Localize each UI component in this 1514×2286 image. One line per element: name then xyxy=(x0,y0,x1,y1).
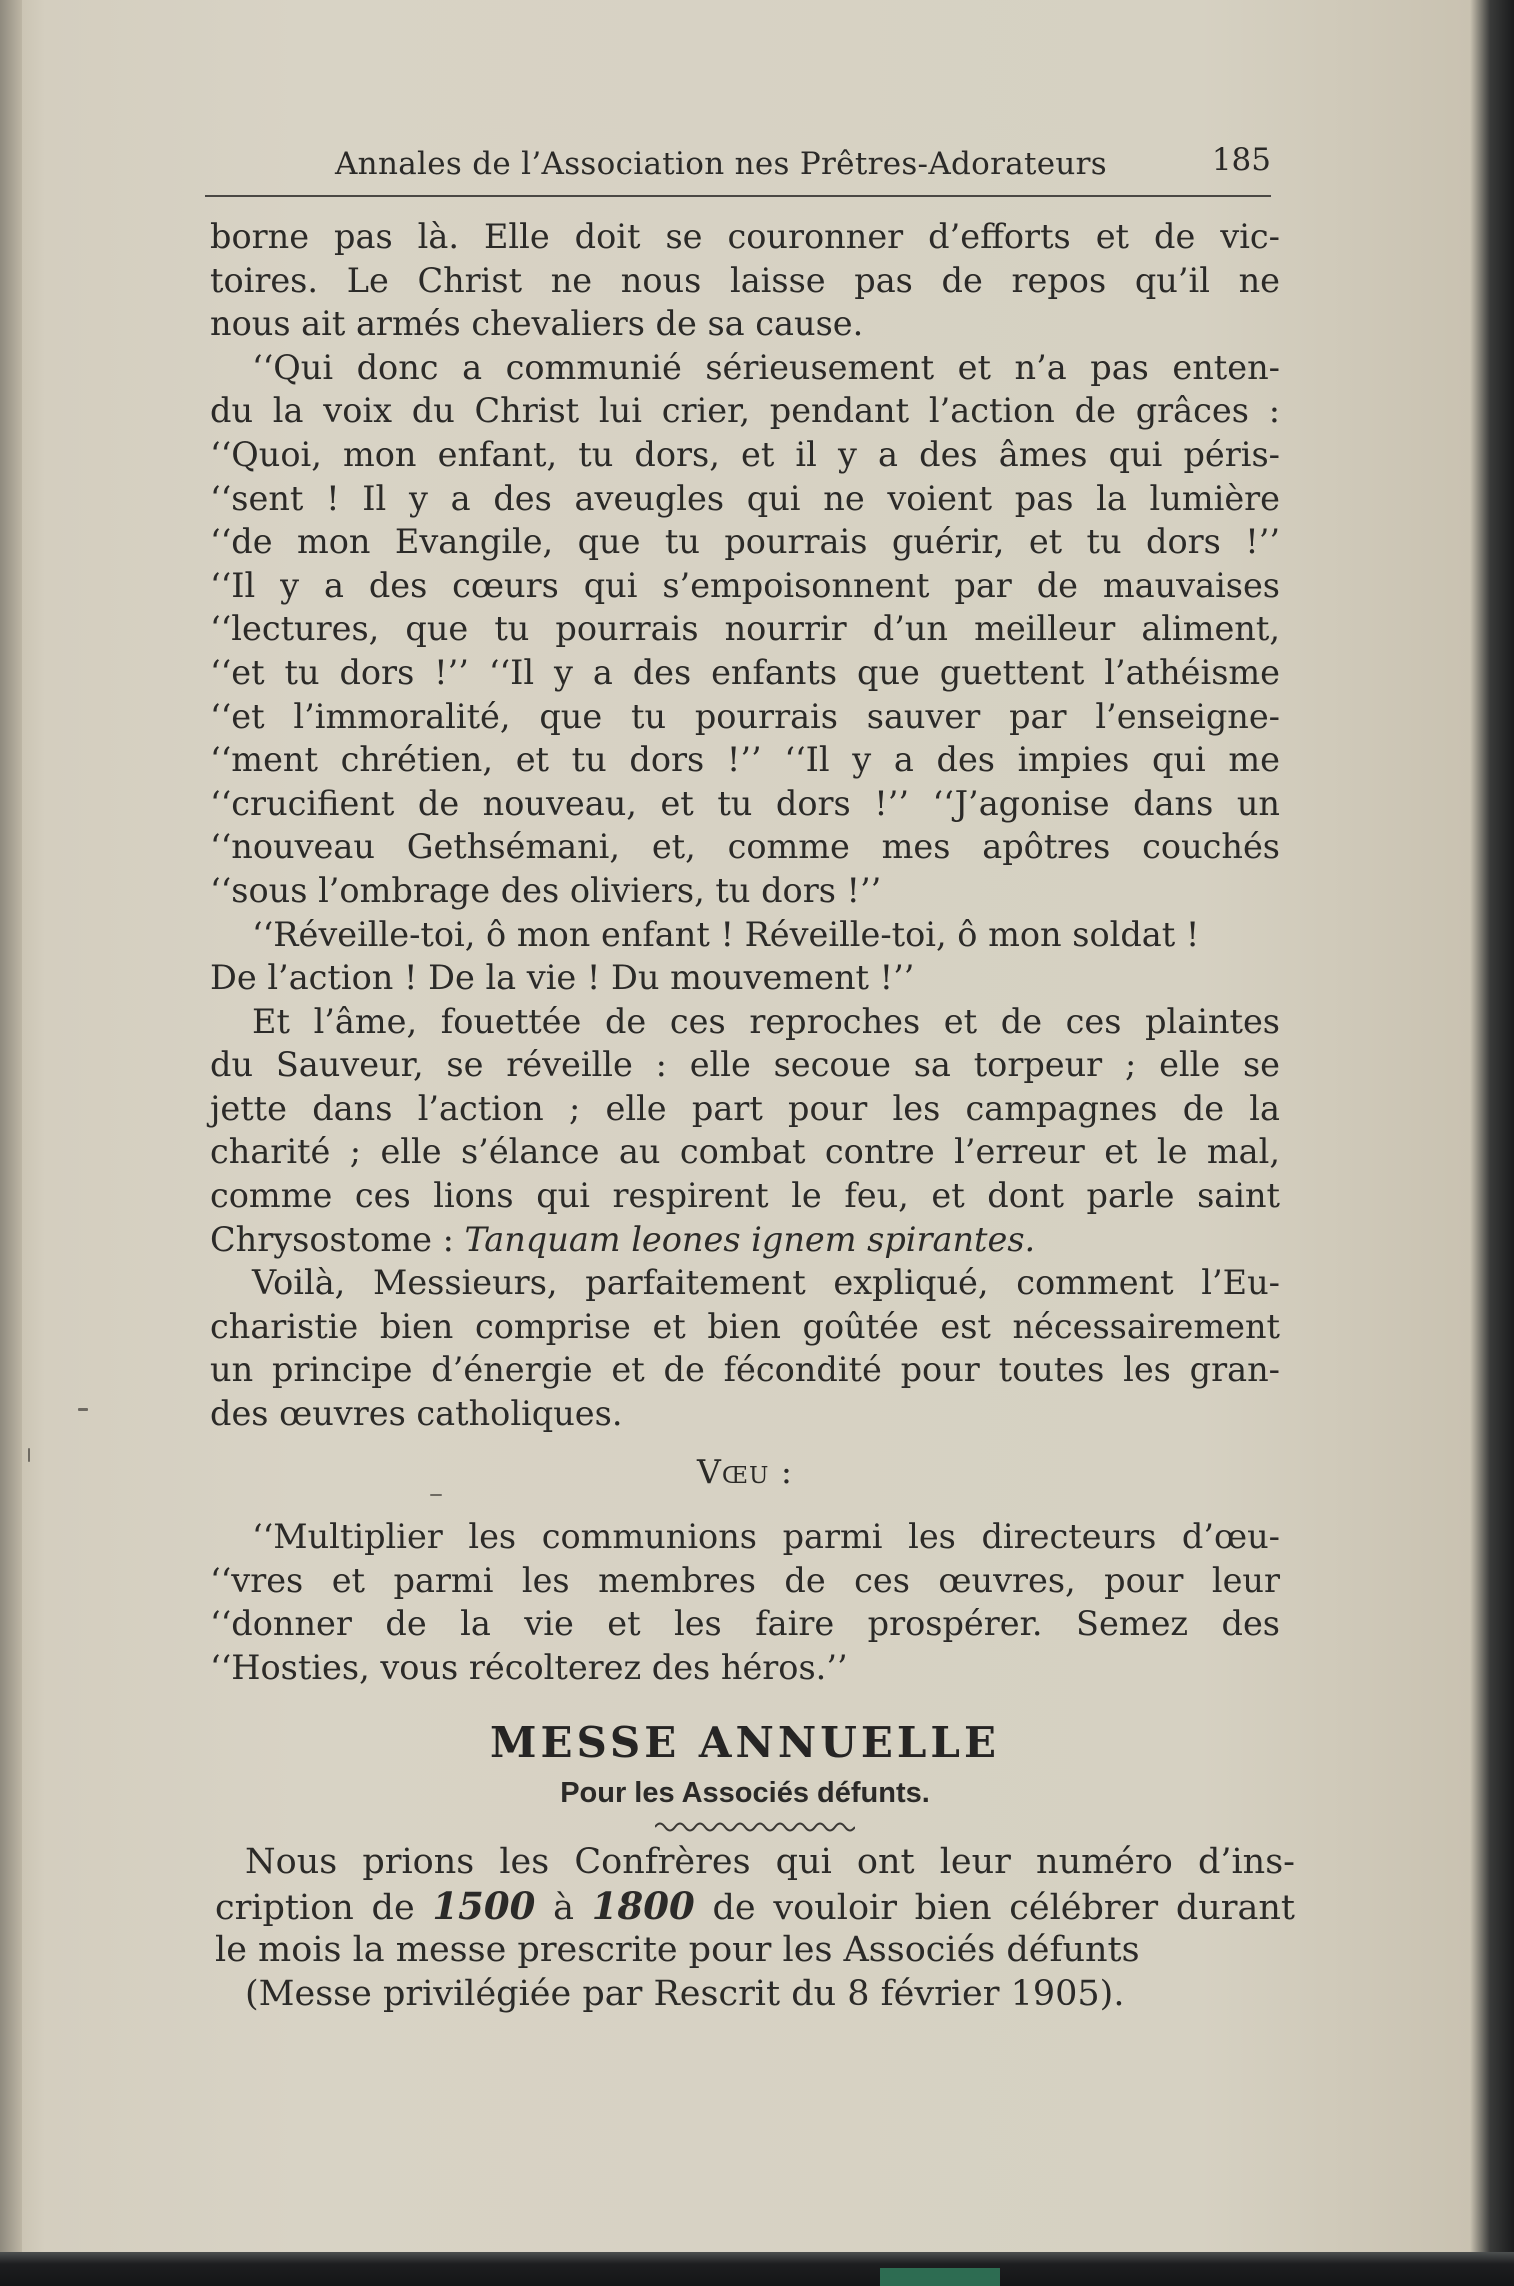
paper-speck xyxy=(78,1408,88,1411)
text-line: ‘‘Multiplier les communions parmi les directeurs d’œu- xyxy=(252,1517,1280,1556)
text-line: un principe d’énergie et de fécondité pour toutes les gran- xyxy=(210,1350,1280,1390)
text-line: ‘‘lectures, que tu pourrais nourrir d’un meilleur aliment, xyxy=(210,609,1280,649)
text-line: Et l’âme, fouettée de ces reproches et de ces plaintes xyxy=(252,1001,1280,1041)
text-line: Nous prions les Confrères qui ont leur numéro d’ins- xyxy=(245,1842,1295,1882)
text-line: De l’action ! De la vie ! Du mouvement !’’ xyxy=(210,958,915,998)
text-line: nous ait armés chevaliers de sa cause. xyxy=(210,304,864,344)
text-line: ‘‘Réveille-toi, ô mon enfant ! Réveille-toi, ô mon soldat ! xyxy=(252,914,1200,954)
text-line: ‘‘Il y a des cœurs qui s’empoisonnent par de mauvaises xyxy=(210,565,1280,605)
text-line: (Messe privilégiée par Rescrit du 8 février 1905). xyxy=(245,1974,1125,2014)
chrysostome-prefix: Chrysostome : xyxy=(210,1219,465,1259)
chrysostome-line xyxy=(210,1218,1280,1262)
text-line: ‘‘donner de la vie et les faire prospérer. Semez des xyxy=(210,1604,1280,1644)
text-line: jette dans l’action ; elle part pour les campagnes de la xyxy=(210,1088,1280,1128)
text-line: ‘‘de mon Evangile, que tu pourrais guérir, et tu dors !’’ xyxy=(210,522,1280,562)
voeu-heading: Vœu : xyxy=(697,1452,793,1491)
text-line: borne pas là. Elle doit se couronner d’efforts et de vic- xyxy=(210,217,1280,256)
body-text xyxy=(210,215,1280,1436)
number-to: 1800 xyxy=(591,1884,695,1928)
text-line: des œuvres catholiques. xyxy=(210,1394,623,1434)
latin-quote: Tanquam leones ignem spirantes. xyxy=(464,1219,1036,1259)
mass-title: MESSE ANNUELLE xyxy=(490,1718,1000,1767)
text-line: ‘‘nouveau Gethsémani, et, comme mes apôtres couchés xyxy=(210,827,1280,867)
running-head: Annales de l’Association nes Prêtres-Adorateurs xyxy=(335,146,1108,182)
text-line: charité ; elle s’élance au combat contre l’erreur et le mal, xyxy=(210,1132,1280,1172)
mass-notice-text xyxy=(215,1840,1295,2016)
wavy-rule-ornament xyxy=(655,1818,855,1832)
text-line: du Sauveur, se réveille : elle secoue sa torpeur ; elle se xyxy=(210,1045,1280,1085)
paper-speck xyxy=(28,1448,30,1462)
text-line: ‘‘sous l’ombrage des oliviers, tu dors !’’ xyxy=(210,870,882,910)
page-number: 185 xyxy=(1211,142,1271,178)
text-line: ‘‘crucifient de nouveau, et tu dors !’’ ‘‘J’agonise dans un xyxy=(210,783,1280,823)
text-line: ‘‘et tu dors !’’ ‘‘Il y a des enfants que guettent l’athéisme xyxy=(210,652,1280,692)
text-line: ‘‘Quoi, mon enfant, tu dors, et il y a des âmes qui péris- xyxy=(210,434,1280,474)
page-header xyxy=(205,140,1271,190)
notice-mid: à xyxy=(535,1888,592,1928)
text-line: du la voix du Christ lui crier, pendant l’action de grâces : xyxy=(210,391,1280,431)
text-line: charistie bien comprise et bien goûtée est nécessairement xyxy=(210,1306,1280,1346)
voeu-text xyxy=(210,1515,1280,1689)
page-bottom-edge xyxy=(0,2252,1514,2286)
text-line: Voilà, Messieurs, parfaitement expliqué, comment l’Eu- xyxy=(252,1263,1280,1303)
text-line: ‘‘Hosties, vous récolterez des héros.’’ xyxy=(210,1647,848,1687)
text-line: toires. Le Christ ne nous laisse pas de repos qu’il ne xyxy=(210,260,1280,300)
notice-suffix: de vouloir bien célébrer durant xyxy=(694,1888,1295,1928)
notice-prefix: cription de xyxy=(215,1888,433,1928)
text-line: ‘‘ment chrétien, et tu dors !’’ ‘‘Il y a des impies qui me xyxy=(210,740,1280,780)
text-line: ‘‘et l’immoralité, que tu pourrais sauver par l’enseigne- xyxy=(210,696,1280,736)
text-line xyxy=(215,1884,1295,1928)
text-line: le mois la messe prescrite pour les Associés défunts xyxy=(215,1930,1140,1970)
mass-subtitle: Pour les Associés défunts. xyxy=(560,1777,930,1809)
text-line: ‘‘Qui donc a communié sérieusement et n’a pas enten- xyxy=(252,347,1280,387)
header-rule xyxy=(205,195,1271,197)
text-line: ‘‘sent ! Il y a des aveugles qui ne voient pas la lumière xyxy=(210,478,1280,518)
text-line: comme ces lions qui respirent le feu, et dont parle saint xyxy=(210,1176,1280,1216)
cover-edge xyxy=(880,2268,1000,2286)
paper-speck xyxy=(430,1494,442,1496)
binding-gutter xyxy=(0,0,22,2286)
text-line: ‘‘vres et parmi les membres de ces œuvres, pour leur xyxy=(210,1560,1280,1600)
number-from: 1500 xyxy=(432,1884,536,1928)
